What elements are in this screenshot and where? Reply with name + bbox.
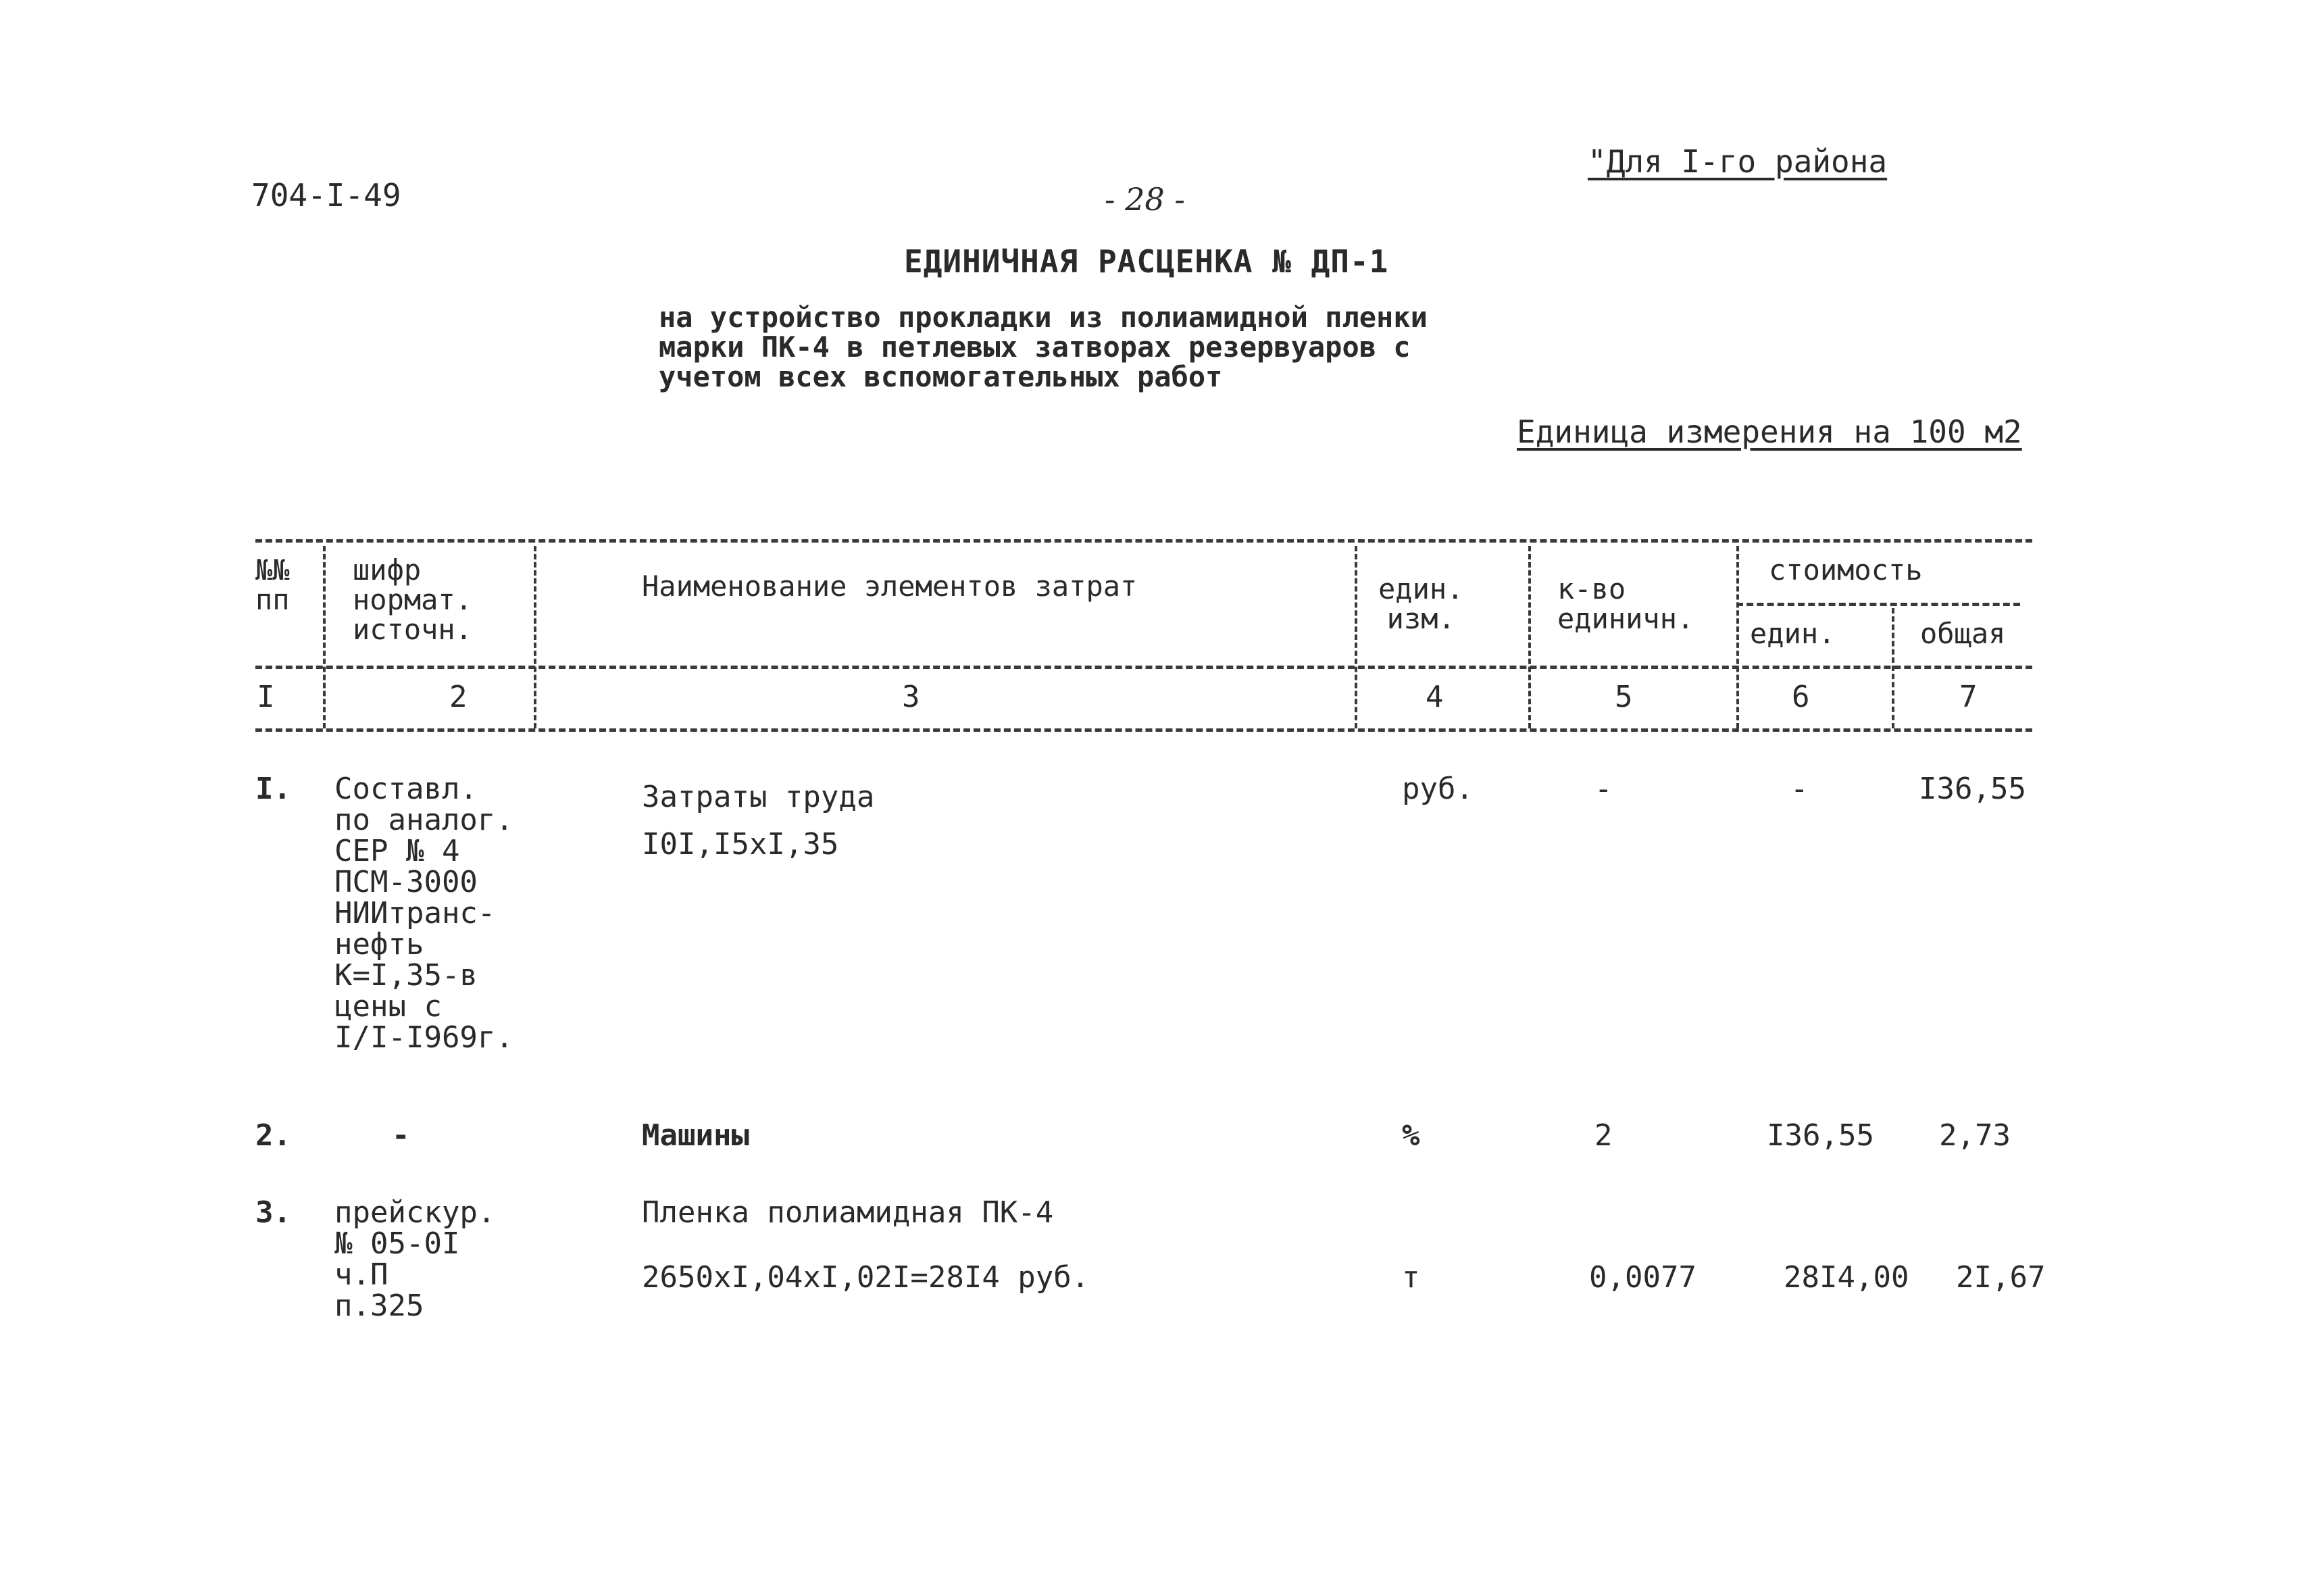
row-qty: -	[1594, 772, 1613, 806]
column-number-5: 5	[1615, 680, 1633, 714]
row-name: Машины	[642, 1118, 749, 1153]
row-cost-unit: I36,55	[1767, 1118, 1874, 1153]
row-qty: 2	[1594, 1118, 1613, 1153]
header-cost-total: общая	[1920, 617, 2006, 650]
measurement-unit: Единица измерения на 100 м2	[1517, 414, 2022, 450]
row-name: Затраты труда I0I,I5xI,35	[642, 780, 875, 862]
row-qty: 0,0077	[1589, 1260, 1696, 1295]
column-number-6: 6	[1792, 680, 1810, 714]
document-title: ЕДИНИЧНАЯ РАСЦЕНКА № ДП-1	[904, 243, 1389, 280]
row-unit: т	[1402, 1260, 1420, 1295]
column-number-2: 2	[449, 680, 468, 714]
row-cost-total: 2,73	[1939, 1118, 2011, 1153]
document-subtitle: на устройство прокладки из полиамидной пленки марки ПК-4 в петлевых затворах резервуаров с учетом всех вспомогательных работ	[659, 301, 1428, 393]
row-unit: %	[1402, 1118, 1420, 1153]
row-cost-unit: -	[1790, 772, 1809, 806]
column-number-4: 4	[1426, 680, 1444, 714]
page-number: - 28 -	[1105, 181, 1185, 218]
row-cost-total: I36,55	[1919, 772, 2026, 806]
row-code: прейскур. № 05-0I ч.П п.325	[334, 1195, 496, 1323]
header-code: шифр нормат. источн.	[353, 553, 473, 646]
header-num: №№ пп	[255, 553, 290, 616]
row-code: -	[392, 1118, 410, 1153]
column-number-3: 3	[902, 680, 920, 714]
row-name-line2: 2650xI,04xI,02I=28I4 руб.	[642, 1260, 1090, 1295]
header-name: Наименование элементов затрат	[642, 570, 1138, 603]
region-note: "Для I-го района	[1588, 143, 1888, 180]
row-unit: руб.	[1402, 772, 1474, 806]
header-unit: един. изм.	[1378, 572, 1464, 635]
column-number-7: 7	[1959, 680, 1978, 714]
row-number: 3.	[255, 1195, 291, 1230]
document-code: 704-I-49	[251, 177, 401, 214]
row-cost-unit: 28I4,00	[1784, 1260, 1909, 1295]
row-number: 2.	[255, 1118, 291, 1153]
row-code: Составл. по аналог. СЕР № 4 ПСМ-3000 НИИтранс- нефть К=I,35-в цены с I/I-I969г.	[334, 772, 513, 1055]
row-number: I.	[255, 772, 291, 806]
header-cost-unit: един.	[1750, 617, 1836, 650]
header-cost-group: стоимость	[1769, 553, 1923, 587]
header-qty: к-во единичн.	[1557, 572, 1694, 635]
row-cost-total: 2I,67	[1956, 1260, 2046, 1295]
row-name-line1: Пленка полиамидная ПК-4	[642, 1195, 1054, 1230]
column-number-1: I	[257, 680, 275, 714]
